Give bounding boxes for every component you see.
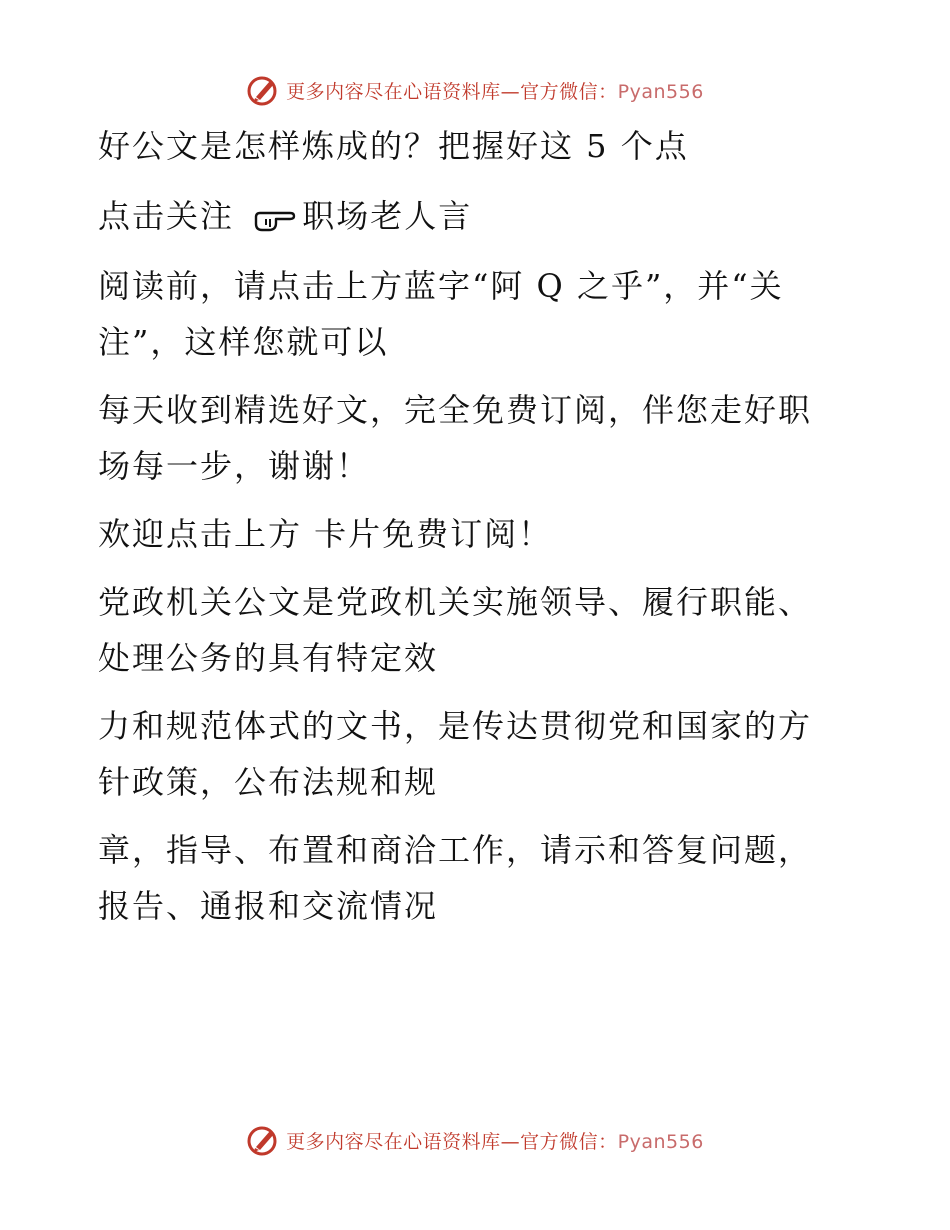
pen-logo-icon — [246, 73, 280, 107]
footer-banner — [0, 1120, 950, 1160]
paragraph-1: 阅读前，请点击上方蓝字“阿 Q 之乎”，并“关 注”，这样您就可以 — [98, 267, 784, 361]
footer-banner-text: 更多内容尽在心语资料库—官方微信：Pyan556 — [286, 1130, 704, 1153]
header-banner-text: 更多内容尽在心语资料库—官方微信：Pyan556 — [286, 80, 704, 103]
paragraph-5: 力和规范体式的文书，是传达贯彻党和国家的方 针政策，公布法规和规 — [98, 707, 813, 801]
footer-wechat-id: Pyan556 — [617, 1130, 704, 1153]
paragraph-6: 章，指导、布置和商洽工作，请示和答复问题， 报告、通报和交流情况 — [98, 831, 813, 925]
paragraph-2: 每天收到精选好文，完全免费订阅，伴您走好职 场每一步，谢谢！ — [98, 391, 813, 485]
document-body — [98, 118, 838, 946]
pointing-hand-icon — [250, 203, 296, 235]
paragraph-4: 党政机关公文是党政机关实施领导、履行职能、 处理公务的具有特定效 — [98, 583, 813, 677]
header-wechat-id: Pyan556 — [617, 80, 704, 103]
follow-line — [98, 188, 838, 244]
document-title: 好公文是怎样炼成的？把握好这 5 个点 — [98, 127, 689, 165]
follow-prefix: 点击关注 — [98, 197, 247, 235]
header-banner — [0, 70, 950, 110]
follow-name[interactable]: 职场老人言 — [302, 197, 473, 235]
paragraph-3: 欢迎点击上方 卡片免费订阅！ — [98, 515, 553, 553]
pen-logo-icon — [246, 1123, 280, 1157]
